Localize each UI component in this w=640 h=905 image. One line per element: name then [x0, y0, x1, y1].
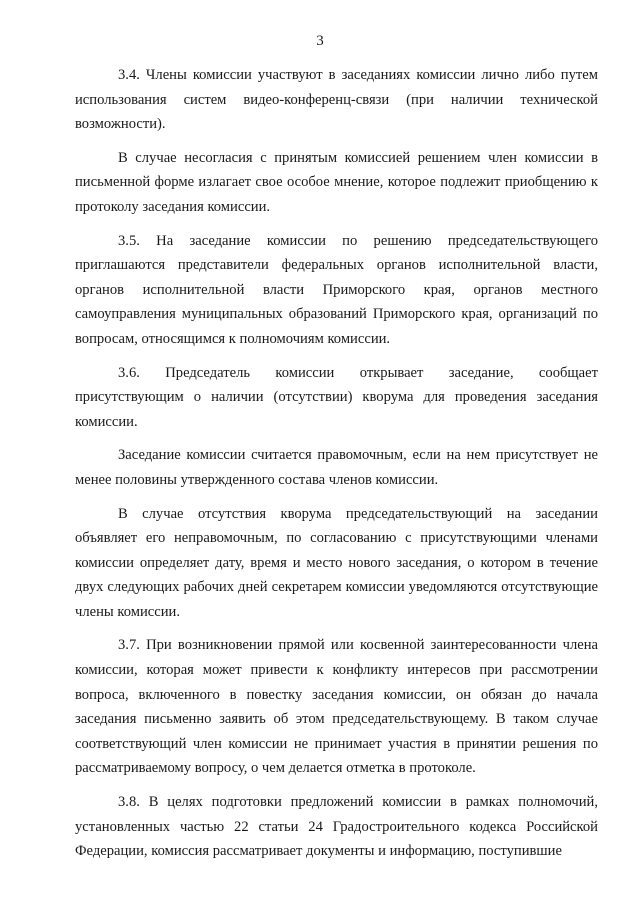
paragraph-3-5: 3.5. На заседание комиссии по решению председательствующего приглашаются представители федеральных органов исполнительной власти, органов исполнительной власти Приморского края, органов местного самоуправления муниципальных образований Приморского края, организаций по вопросам, относящимся к полномочиям комиссии. — [75, 232, 598, 347]
document-body — [75, 63, 598, 864]
paragraph-no-quorum: В случае отсутствия кворума председательствующий на заседании объявляет его неправомочным, по согласованию с присутствующими членами комиссии определяет дату, время и место нового заседания, о котором в течение двух следующих рабочих дней секретарем комиссии уведомляются отсутствующие члены комиссии. — [75, 505, 598, 620]
paragraph-3-6: 3.6. Председатель комиссии открывает заседание, сообщает присутствующим о наличии (отсутствии) кворума для проведения заседания комиссии. — [75, 364, 598, 430]
paragraph-dissent: В случае несогласия с принятым комиссией решением член комиссии в письменной форме излагает свое особое мнение, которое подлежит приобщению к протоколу заседания комиссии. — [75, 149, 598, 215]
paragraph-3-7: 3.7. При возникновении прямой или косвенной заинтересованности члена комиссии, которая может привести к конфликту интересов при рассмотрении вопроса, включенного в повестку заседания комиссии, он обязан до начала заседания письменно заявить об этом председательствующему. В таком случае соответствующий член комиссии не принимает участия в принятии решения по рассматриваемому вопросу, о чем делается отметка в протоколе. — [75, 637, 598, 777]
paragraph-3-8: 3.8. В целях подготовки предложений комиссии в рамках полномочий, установленных частью 22 статьи 24 Градостроительного кодекса Российской Федерации, комиссия рассматривает документы и информацию, поступившие — [75, 794, 598, 860]
page-number: 3 — [316, 33, 324, 49]
paragraph-quorum: Заседание комиссии считается правомочным, если на нем присутствует не менее половины утвержденного состава членов комиссии. — [75, 447, 598, 488]
paragraph-3-4: 3.4. Члены комиссии участвуют в заседаниях комиссии лично либо путем использования систем видео-конференц-связи (при наличии технической возможности). — [75, 67, 598, 133]
